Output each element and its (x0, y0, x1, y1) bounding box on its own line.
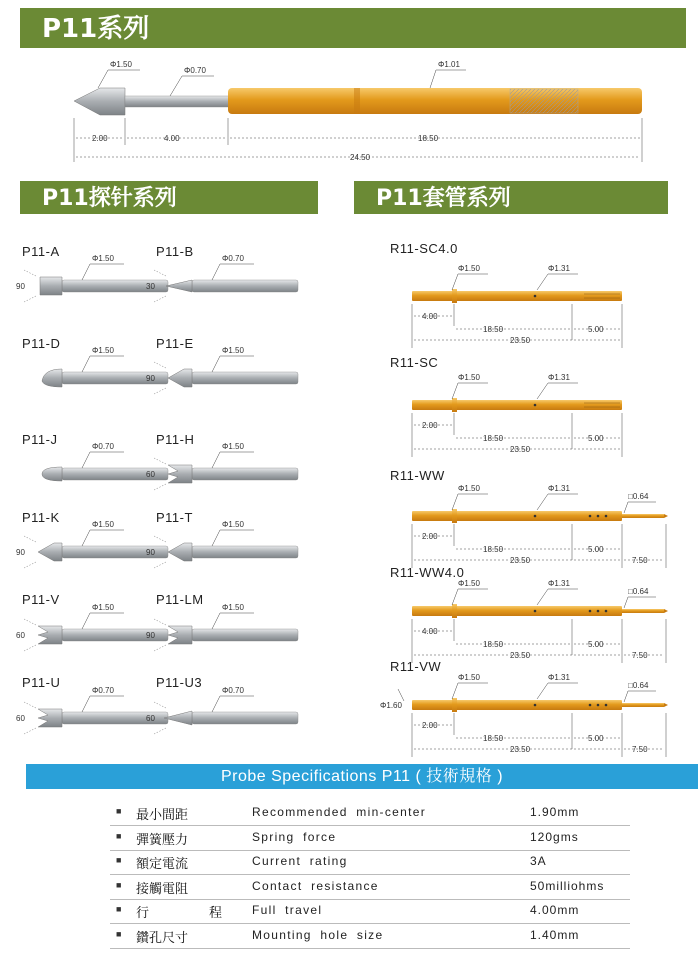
svg-text:23.50: 23.50 (510, 336, 531, 345)
probe-diameter-label: Φ1.50 (222, 520, 244, 529)
probe-name-p11-v: P11-V (22, 592, 60, 607)
probe-angle-label: 60 (16, 631, 25, 640)
spec-label-zh: 最小間距 (136, 808, 189, 823)
spec-row (110, 850, 630, 875)
probe-diameter-label: Φ1.50 (222, 442, 244, 451)
probe-angle-label: 30 (146, 282, 155, 291)
probe-name-p11-lm: P11-LM (156, 592, 204, 607)
probe-name-p11-u3: P11-U3 (156, 675, 203, 690)
probe-name-p11-b: P11-B (156, 244, 194, 259)
svg-text:Φ1.50: Φ1.50 (458, 579, 480, 588)
svg-text:Φ1.31: Φ1.31 (548, 484, 570, 493)
spec-label-zh: 接觸電阻 (136, 881, 189, 897)
sleeve-drawing-0 (412, 264, 622, 348)
spec-row (110, 924, 630, 949)
svg-text:Φ1.31: Φ1.31 (548, 579, 570, 588)
probe-diameter-label: Φ1.50 (92, 346, 114, 355)
spec-row (110, 875, 630, 900)
sleeve-drawing-3 (412, 579, 668, 663)
probe-series-title: P11探针系列 (42, 186, 177, 211)
svg-text:5.00: 5.00 (588, 545, 604, 554)
svg-text:2.00: 2.00 (422, 721, 438, 730)
sleeve-series-title: P11套管系列 (376, 186, 511, 211)
svg-text:Φ1.50: Φ1.50 (458, 264, 480, 273)
spec-label-en: Recommended min-center (252, 805, 426, 819)
spec-value: 120gms (530, 829, 579, 844)
probe-diameter-label: Φ0.70 (92, 442, 114, 451)
svg-text:Φ1.31: Φ1.31 (548, 673, 570, 682)
probe-angle-label: 60 (16, 714, 25, 723)
probe-diameter-label: Φ1.50 (222, 603, 244, 612)
spec-value: 4.00mm (530, 903, 580, 917)
svg-text:2.00: 2.00 (422, 532, 438, 541)
dim-barrel-length: 18.50 (418, 134, 439, 143)
spec-label-en: Full travel (252, 903, 323, 917)
spec-row (110, 899, 630, 924)
dim-barrel-diameter: Φ1.01 (438, 60, 460, 69)
svg-text:18.50: 18.50 (483, 325, 504, 334)
probe-diameter-label: Φ1.50 (92, 603, 114, 612)
spec-label-en: Contact resistance (252, 878, 379, 893)
spec-bullet-icon: ■ (116, 928, 122, 939)
svg-text:□0.64: □0.64 (628, 681, 649, 690)
sleeve-name-r11-ww: R11-WW (390, 468, 445, 483)
spec-row (110, 801, 630, 826)
svg-text:7.50: 7.50 (632, 745, 648, 754)
spec-bullet-icon: ■ (116, 904, 122, 914)
svg-text:18.50: 18.50 (483, 640, 504, 649)
probe-name-p11-e: P11-E (156, 336, 194, 351)
probe-angle-label: 90 (16, 548, 25, 557)
svg-text:5.00: 5.00 (588, 640, 604, 649)
probe-angle-label: 90 (146, 631, 155, 640)
spec-bullet-icon: ■ (116, 879, 122, 890)
svg-text:2.00: 2.00 (422, 421, 438, 430)
dim-tip-length: 2.00 (92, 134, 108, 143)
probe-diameter-label: Φ0.70 (222, 686, 244, 695)
probe-name-p11-a: P11-A (22, 244, 60, 259)
probe-name-p11-d: P11-D (22, 336, 61, 351)
svg-text:23.50: 23.50 (510, 651, 531, 660)
svg-text:4.00: 4.00 (422, 627, 438, 636)
probe-diameter-label: Φ1.50 (92, 254, 114, 263)
svg-text:Φ1.50: Φ1.50 (458, 373, 480, 382)
probe-name-p11-u: P11-U (22, 675, 61, 690)
probe-diameter-label: Φ1.50 (222, 346, 244, 355)
dim-tip-diameter: Φ1.50 (110, 60, 132, 69)
svg-text:23.50: 23.50 (510, 556, 531, 565)
probe-name-p11-t: P11-T (156, 510, 193, 525)
svg-text:7.50: 7.50 (632, 651, 648, 660)
probe-name-p11-j: P11-J (22, 432, 58, 447)
svg-text:Φ1.60: Φ1.60 (380, 701, 402, 710)
spec-value: 50milliohms (530, 878, 605, 893)
probe-angle-label: 60 (146, 470, 155, 479)
svg-text:18.50: 18.50 (483, 734, 504, 743)
dim-total-length: 24.50 (350, 153, 371, 162)
probe-angle-label: 90 (146, 374, 155, 383)
probe-angle-label: 90 (16, 282, 25, 291)
spec-label-en: Mounting hole size (252, 927, 384, 942)
spec-title-bar: Probe Specifications P11 ( 技術規格 ) (26, 764, 698, 789)
svg-text:7.50: 7.50 (632, 556, 648, 565)
svg-text:4.00: 4.00 (422, 312, 438, 321)
spec-label-zh: 額定電流 (136, 857, 189, 872)
spec-label-en: Spring force (252, 829, 337, 844)
svg-text:23.50: 23.50 (510, 745, 531, 754)
svg-text:5.00: 5.00 (588, 434, 604, 443)
spec-label-zh: 鑽孔尺寸 (136, 930, 189, 946)
svg-text:Φ1.31: Φ1.31 (548, 264, 570, 273)
sleeve-name-r11-sc: R11-SC (390, 355, 439, 370)
sleeve-name-r11-sc4: R11-SC4.0 (390, 241, 458, 256)
svg-text:18.50: 18.50 (483, 545, 504, 554)
svg-text:Φ1.50: Φ1.50 (458, 673, 480, 682)
svg-text:5.00: 5.00 (588, 734, 604, 743)
spec-label-en: Current rating (252, 854, 348, 868)
svg-text:□0.64: □0.64 (628, 492, 649, 501)
sleeve-name-r11-vw: R11-VW (390, 659, 442, 674)
spec-value: 1.40mm (530, 927, 580, 942)
spec-bullet-icon: ■ (116, 855, 122, 865)
dim-neck-diameter: Φ0.70 (184, 66, 206, 75)
spec-label-zh: 彈簧壓力 (136, 832, 189, 848)
sleeve-drawing-4 (380, 673, 668, 757)
spec-value: 3A (530, 854, 547, 868)
probe-diameter-label: Φ1.50 (92, 520, 114, 529)
probe-name-p11-k: P11-K (22, 510, 60, 525)
spec-bullet-icon: ■ (116, 830, 122, 841)
probe-diameter-label: Φ0.70 (92, 686, 114, 695)
dim-neck-length: 4.00 (164, 134, 180, 143)
sleeve-drawing-1 (412, 373, 622, 457)
svg-text:5.00: 5.00 (588, 325, 604, 334)
probe-diameter-label: Φ0.70 (222, 254, 244, 263)
spec-row (110, 826, 630, 851)
svg-text:23.50: 23.50 (510, 445, 531, 454)
sleeve-name-r11-ww4: R11-WW4.0 (390, 565, 465, 580)
svg-text:Φ1.31: Φ1.31 (548, 373, 570, 382)
probe-angle-label: 60 (146, 714, 155, 723)
series-title: P11系列 (42, 14, 150, 44)
probe-name-p11-h: P11-H (156, 432, 195, 447)
sleeve-drawing-2 (412, 484, 668, 568)
spec-label-zh: 行程 (136, 906, 222, 921)
probe-angle-label: 90 (146, 548, 155, 557)
spec-value: 1.90mm (530, 805, 580, 819)
svg-text:□0.64: □0.64 (628, 587, 649, 596)
spec-bullet-icon: ■ (116, 806, 122, 816)
svg-text:Φ1.50: Φ1.50 (458, 484, 480, 493)
svg-text:18.50: 18.50 (483, 434, 504, 443)
